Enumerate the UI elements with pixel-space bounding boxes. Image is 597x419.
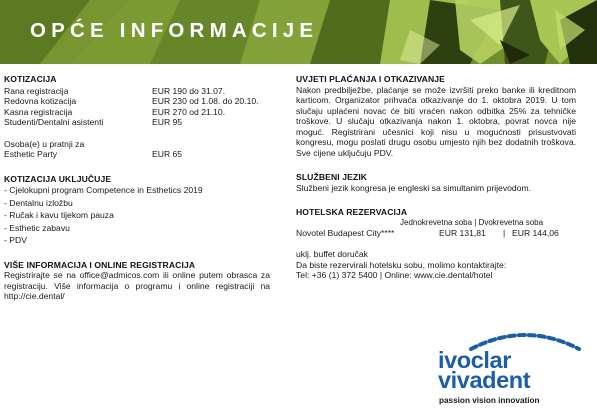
- hotel-contact-line: Tel: +36 (1) 372 5400 | Online: www.cie.dental/hotel: [296, 270, 493, 280]
- list-item: - Cjelokupni program Competence in Esthetics 2019: [4, 185, 203, 195]
- uvjeti-text: Nakon predbilježbe, plaćanje se može izvršiti preko banke ili kreditnom karticom. Organizator prihvaća otkazivanje do 1. oktobra 2019. U tom slučaju uplaćeni novac će biti vraćen nakon odbitka 25% za tehničke troškove. U slučaju otkazivanja nakon 1. oktobra, povrat novca nije moguć. Registrirani učesnici koji nisu u mogućnosti prisustvovati kongresu, mogu poslati drugu osobu umjesto njih bez dodatnih troškova. Sve cijene uključuju PDV.: [296, 84, 576, 158]
- list-item: - Ručak i kavu tijekom pauza: [4, 210, 114, 220]
- escort-label: Esthetic Party: [4, 149, 58, 159]
- fee-row: [4, 96, 270, 107]
- hotel-row: [296, 228, 576, 239]
- jezik-heading: SLUŽBENI JEZIK: [296, 172, 368, 182]
- registracija-heading: VIŠE INFORMACIJA I ONLINE REGISTRACIJA: [4, 259, 196, 270]
- price-single: EUR 131,81: [439, 228, 486, 238]
- hotel-heading: HOTELSKA REZERVACIJA: [296, 207, 408, 217]
- header-banner: [0, 0, 597, 64]
- price-separator: |: [503, 228, 506, 238]
- fee-value: EUR 190 do 31.07.: [152, 85, 226, 96]
- room-types-label: Jednokrevetna soba | Dvokrevetna soba: [400, 217, 544, 227]
- right-column: [296, 74, 576, 281]
- hotel-contact-text: Da biste rezervirali hotelsku sobu, molimo kontaktirajte:: [296, 259, 507, 270]
- fee-value: EUR 270 od 21.10.: [152, 106, 226, 117]
- fee-label: Rana registracija: [4, 85, 69, 96]
- hotel-room-types: [296, 218, 576, 229]
- registracija-text: Registrirajte se na office@admicos.com ili online putem obrasca za registraciju. Više informacija o programu i online registraciji na http://cie.dental/: [4, 270, 270, 301]
- logo-word-vivadent: vivadent: [438, 367, 531, 393]
- list-item: - Esthetic zabavu: [4, 222, 70, 233]
- list-item: - PDV: [4, 235, 27, 245]
- fee-label: Studenti/Dentalni asistenti: [4, 117, 104, 127]
- escort-row-2: [4, 149, 270, 160]
- logo-word-ivoclar: ivoclar: [438, 347, 511, 373]
- hotel-note: uklj. buffet doručak: [296, 249, 368, 259]
- list-item: - Dentalnu izložbu: [4, 197, 73, 208]
- ivoclar-vivadent-logo: [438, 326, 588, 408]
- jezik-text: Službeni jezik kongresa je engleski sa simultanim prijevodom.: [296, 182, 532, 193]
- escort-label: Osoba(e) u pratnji za: [4, 138, 85, 149]
- kotizacija-heading: KOTIZACIJA: [4, 74, 57, 84]
- escort-value: EUR 65: [152, 149, 183, 159]
- fee-label: Kasna registracija: [4, 106, 73, 117]
- fee-row: [4, 107, 270, 118]
- page-title: OPĆE INFORMACIJE: [30, 19, 319, 42]
- fee-row: [4, 86, 270, 97]
- fee-value: EUR 95: [152, 117, 183, 127]
- left-column: [4, 74, 270, 302]
- fee-label: Redovna kotizacija: [4, 96, 77, 106]
- uvjeti-heading: UVJETI PLAĆANJA I OTKAZIVANJE: [296, 74, 446, 84]
- price-double: EUR 144,06: [512, 228, 559, 238]
- escort-row-1: [4, 139, 270, 150]
- fee-value: EUR 230 od 1.08. do 20.10.: [152, 96, 259, 106]
- hotel-name: Novotel Budapest City****: [296, 228, 395, 238]
- logo-tagline: passion vision innovation: [439, 396, 540, 405]
- ukljucuje-heading: KOTIZACIJA UKLJUČUJE: [4, 173, 112, 184]
- fee-row: [4, 117, 270, 128]
